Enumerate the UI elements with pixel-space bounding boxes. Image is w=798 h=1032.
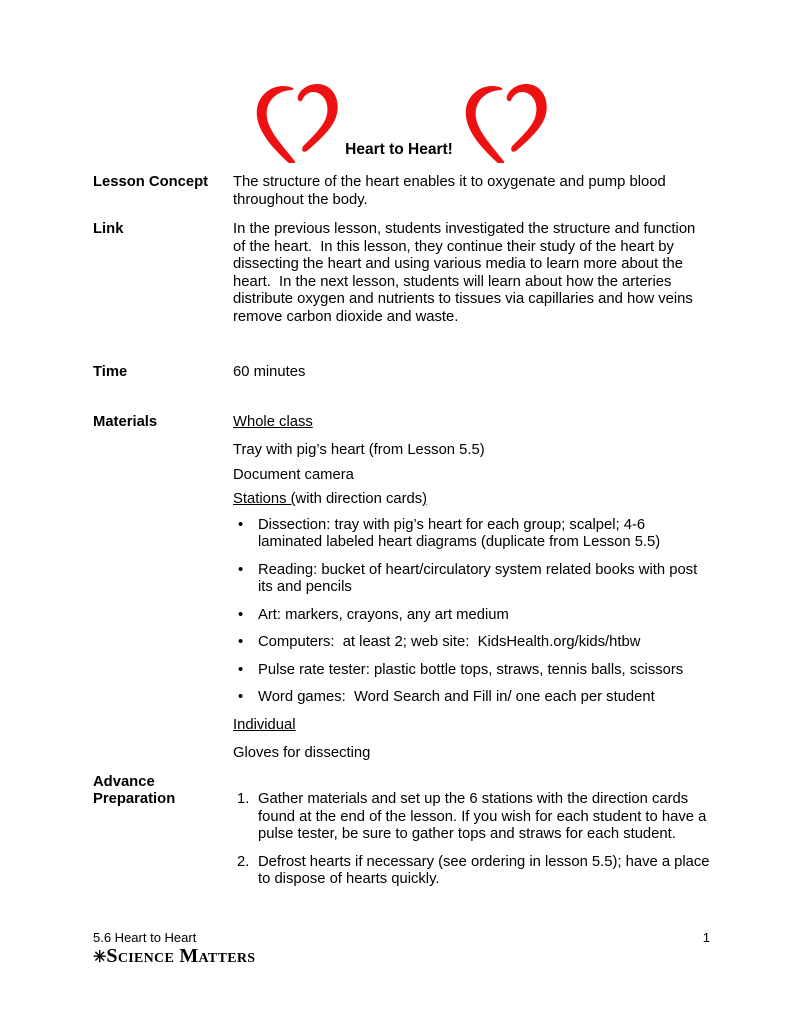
preparation-step	[233, 853, 714, 889]
station-item-pulse-tester: • Pulse rate tester: plastic bottle tops, straws, tennis balls, scissors	[233, 662, 710, 680]
link-label: Link	[93, 221, 124, 237]
lesson-concept-text: The structure of the heart enables it to oxygenate and pump blood throughout the body.	[233, 174, 670, 208]
document-footer	[93, 930, 710, 968]
document-header	[0, 0, 798, 160]
stations-heading-start: Stations (	[233, 491, 296, 507]
whole-class-heading: Whole class	[233, 413, 313, 430]
lesson-concept-label: Lesson Concept	[93, 174, 209, 190]
step-text: Gather materials and set up the 6 stations with the direction cards found at the end of the lesson. If you wish for each student to have a pulse tester, be sure to gather tops and straws for each student.	[258, 791, 711, 842]
section-time	[93, 364, 710, 382]
stations-heading-middle: with direction cards	[295, 491, 423, 507]
stations-heading-end: )	[422, 491, 428, 507]
individual-heading: Individual	[233, 716, 296, 733]
page-title: Heart to Heart!	[345, 141, 453, 158]
materials-label: Materials	[93, 413, 158, 430]
materials-item: Document camera	[233, 466, 354, 483]
step-number: 1.	[237, 791, 250, 807]
section-advance-preparation	[93, 773, 714, 899]
science-matters-logo	[93, 946, 255, 968]
advance-label-line1: Advance	[93, 773, 155, 790]
footer-lesson-ref: 5.6 Heart to Heart	[93, 930, 197, 945]
asterisk-icon: ✳	[93, 949, 107, 966]
materials-item: Tray with pig’s heart (from Lesson 5.5)	[233, 442, 485, 458]
advance-preparation-label	[93, 774, 233, 899]
station-item-dissection: • Dissection: tray with pig’s heart for each group; scalpel; 4-6 laminated labeled heart diagrams (duplicate from Lesson 5.5)	[233, 517, 710, 552]
lesson-body	[0, 160, 798, 899]
station-item-computers: • Computers: at least 2; web site: KidsHealth.org/kids/htbw	[233, 634, 710, 652]
stations-heading	[233, 491, 710, 509]
individual-item: Gloves for dissecting	[233, 745, 371, 761]
station-item-art: • Art: markers, crayons, any art medium	[233, 607, 710, 625]
advance-label-line2: Preparation	[93, 791, 176, 807]
step-text: Defrost hearts if necessary (see ordering in lesson 5.5); have a place to dispose of hearts quickly.	[258, 853, 714, 887]
station-item-reading: • Reading: bucket of heart/circulatory system related books with post its and pencils	[233, 562, 710, 597]
logo-text: Science Matters	[106, 945, 256, 967]
station-item-word-games: • Word games: Word Search and Fill in/ one each per student	[233, 689, 710, 707]
section-materials	[93, 414, 710, 770]
section-lesson-concept	[93, 174, 710, 209]
preparation-step	[233, 791, 710, 844]
step-number: 2.	[237, 853, 250, 870]
section-link	[93, 221, 710, 326]
time-label: Time	[93, 364, 128, 380]
page-number: 1	[702, 930, 710, 945]
link-text: In the previous lesson, students investigated the structure and function of the heart. In this lesson, they continue their study of the heart by dissecting the heart and using various media to learn more about the heart. In the next lesson, students will learn about how the arteries distribute oxygen and nutrients to tissues via capillaries and how veins remove carbon dioxide and waste.	[233, 221, 700, 325]
time-text: 60 minutes	[233, 364, 306, 380]
